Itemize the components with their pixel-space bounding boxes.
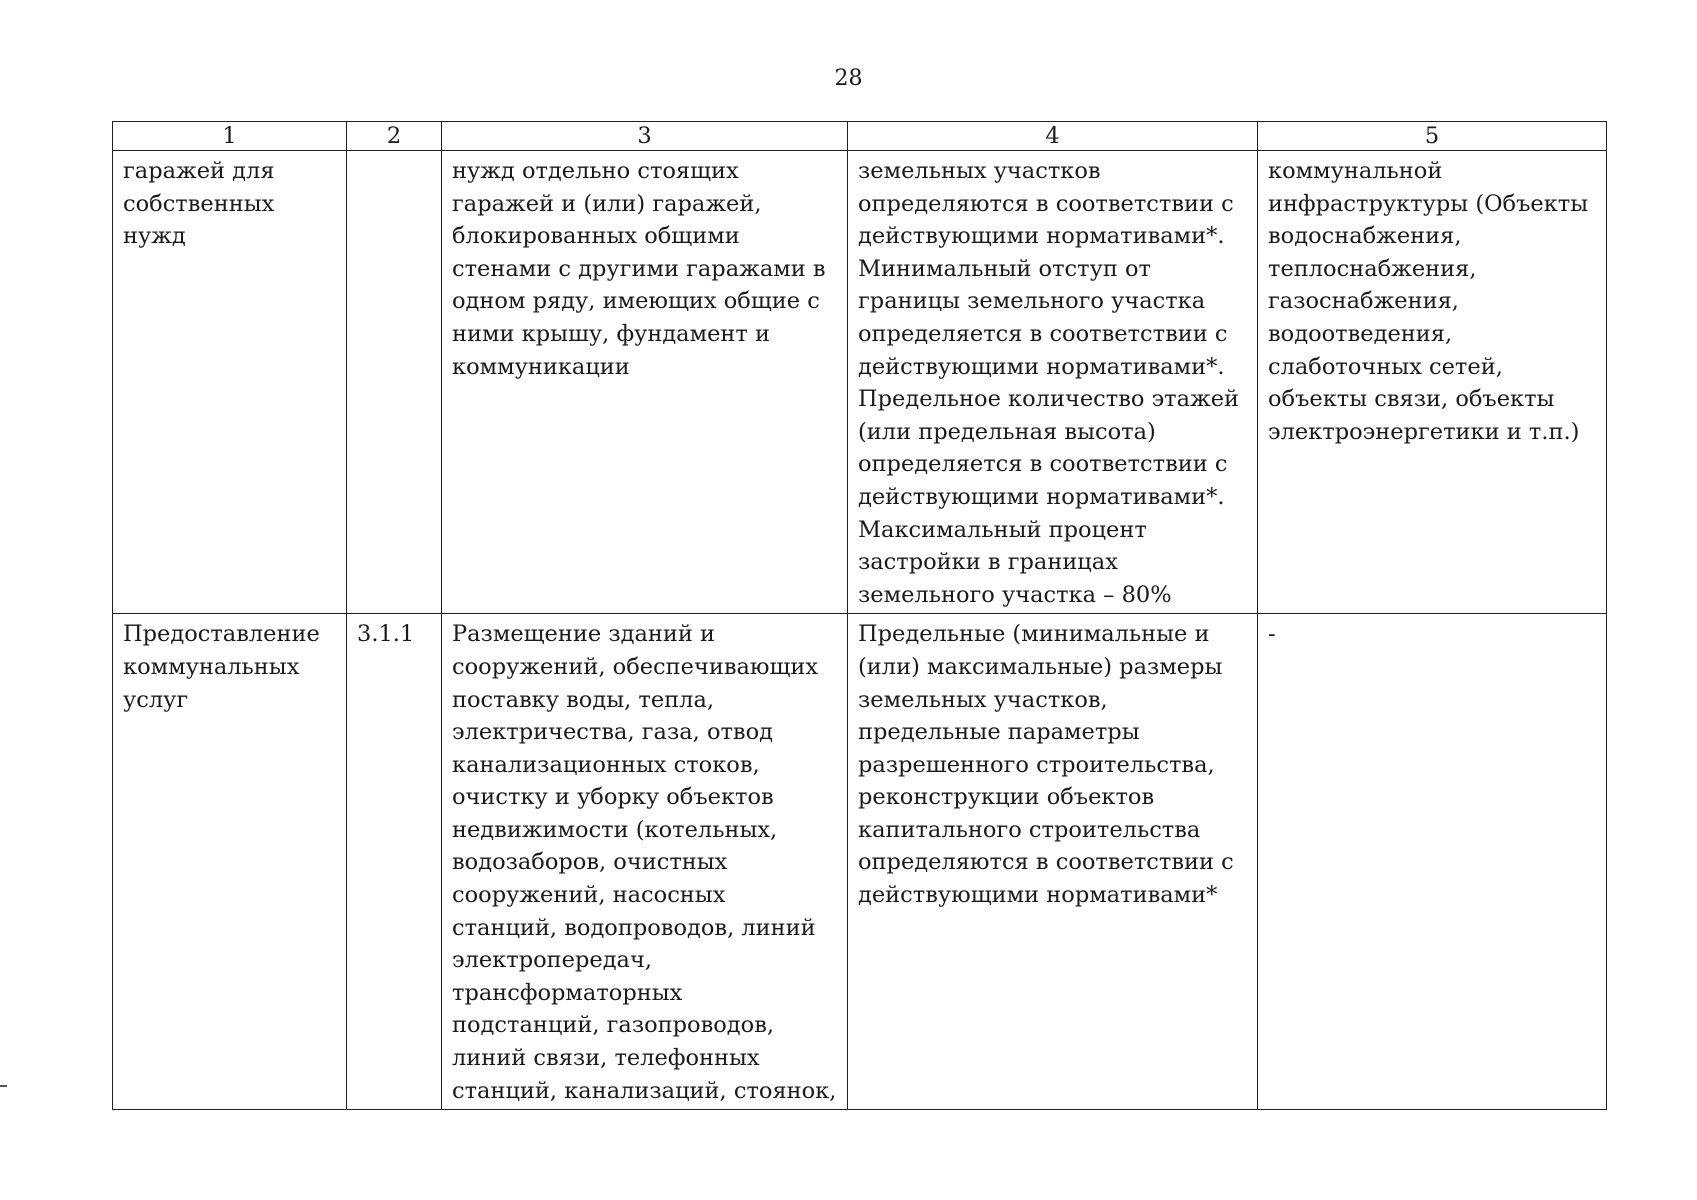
cell-text-line: канализационных стоков, xyxy=(452,751,760,778)
cell-code xyxy=(347,151,442,614)
margin-mark xyxy=(0,1085,7,1087)
column-header-1: 1 xyxy=(113,122,347,151)
cell-text-line: ними крышу, фундамент и xyxy=(452,320,770,347)
cell-text-line: нужд xyxy=(123,223,186,250)
cell-text-line: гаражей и (или) гаражей, xyxy=(452,190,762,217)
cell-text-line: земельных участков xyxy=(858,158,1101,184)
land-use-table xyxy=(112,121,1607,1110)
cell-text-line: газоснабжения, xyxy=(1268,288,1459,315)
cell-text-line: коммуникации xyxy=(452,353,630,380)
table-row xyxy=(113,614,1607,1110)
cell-text-line: подстанций, газопроводов, xyxy=(452,1012,775,1039)
cell-text-line: границы земельного участка xyxy=(858,288,1206,315)
cell-text-line: определяется в соответствии с xyxy=(858,320,1228,347)
cell-text-line: водозаборов, очистных xyxy=(452,849,728,876)
cell-text-line: стенами с другими гаражами в xyxy=(452,255,826,282)
column-header-4: 4 xyxy=(848,122,1258,151)
cell-text-line: определяются в соответствии с xyxy=(858,190,1234,217)
table-header-row xyxy=(113,122,1607,151)
cell-text-line: 3.1.1 xyxy=(357,621,415,648)
cell-text-line: действующими нормативами*. xyxy=(858,223,1225,250)
cell-text-line: услуг xyxy=(123,686,189,713)
cell-text-line: теплоснабжения, xyxy=(1268,255,1477,282)
cell-text-line: действующими нормативами*. xyxy=(858,353,1225,380)
cell-text-line: (или предельная высота) xyxy=(858,418,1156,445)
cell-text-line: Предельное количество этажей xyxy=(858,386,1240,413)
cell-text-line: инфраструктуры (Объекты xyxy=(1268,190,1589,217)
cell-text-line: блокированных общими xyxy=(452,223,740,250)
cell-text-line: объекты связи, объекты xyxy=(1268,386,1555,413)
cell-text-line: поставку воды, тепла, xyxy=(452,686,715,713)
cell-use-type xyxy=(113,151,347,614)
cell-text-line: трансформаторных xyxy=(452,979,683,1006)
cell-text-line: действующими нормативами*. xyxy=(858,483,1225,510)
cell-text-line: нужд отдельно стоящих xyxy=(452,158,739,184)
cell-text-line: сооружений, обеспечивающих xyxy=(452,653,819,680)
cell-text-line: недвижимости (котельных, xyxy=(452,816,778,843)
cell-text-line: действующими нормативами* xyxy=(858,882,1218,909)
cell-text-line: определяется в соответствии с xyxy=(858,451,1228,478)
column-header-5: 5 xyxy=(1258,122,1607,151)
cell-text-line: водоснабжения, xyxy=(1268,223,1462,250)
cell-use-type xyxy=(113,614,347,1110)
cell-text-line: земельных участков, xyxy=(858,686,1108,713)
cell-text-line: Максимальный процент xyxy=(858,516,1147,543)
cell-text-line: предельные параметры xyxy=(858,719,1140,746)
cell-text-line: определяются в соответствии с xyxy=(858,849,1234,876)
cell-parameters xyxy=(848,614,1258,1110)
cell-text-line: водоотведения, xyxy=(1268,320,1453,347)
cell-text-line: земельного участка – 80% xyxy=(858,581,1172,608)
cell-text-line: очистку и уборку объектов xyxy=(452,784,774,811)
cell-text-line: разрешенного строительства, xyxy=(858,751,1215,778)
cell-text-line: - xyxy=(1268,621,1276,648)
cell-text-line: реконструкции объектов xyxy=(858,784,1155,811)
cell-description xyxy=(442,151,848,614)
cell-text-line: одном ряду, имеющих общие с xyxy=(452,288,820,315)
cell-text-line: коммунальных xyxy=(123,653,300,680)
cell-text-line: (или) максимальные) размеры xyxy=(858,653,1223,680)
cell-text-line: Минимальный отступ от xyxy=(858,255,1151,282)
column-header-2: 2 xyxy=(347,122,442,151)
cell-code xyxy=(347,614,442,1110)
table-row xyxy=(113,151,1607,614)
cell-text-line: гаражей для xyxy=(123,158,275,184)
cell-text-line: станций, водопроводов, линий xyxy=(452,914,816,941)
column-header-3: 3 xyxy=(442,122,848,151)
cell-text-line: электроэнергетики и т.п.) xyxy=(1268,418,1580,445)
cell-notes xyxy=(1258,151,1607,614)
cell-description xyxy=(442,614,848,1110)
cell-text-line: Предоставление xyxy=(123,621,320,648)
cell-text-line: собственных xyxy=(123,190,275,217)
cell-text-line: линий связи, телефонных xyxy=(452,1045,760,1072)
cell-text-line: сооружений, насосных xyxy=(452,882,726,909)
page-number: 28 xyxy=(834,66,863,91)
cell-notes xyxy=(1258,614,1607,1110)
cell-text-line: электропередач, xyxy=(452,947,652,974)
cell-text-line: застройки в границах xyxy=(858,549,1118,576)
cell-text-line: станций, канализаций, стоянок, xyxy=(452,1077,837,1104)
cell-text-line: коммунальной xyxy=(1268,158,1443,184)
cell-text-line: слаботочных сетей, xyxy=(1268,353,1503,380)
cell-text-line: электричества, газа, отвод xyxy=(452,719,773,746)
cell-text-line: Предельные (минимальные и xyxy=(858,621,1210,648)
cell-text-line: капитального строительства xyxy=(858,816,1201,843)
cell-parameters xyxy=(848,151,1258,614)
cell-text-line: Размещение зданий и xyxy=(452,621,716,648)
